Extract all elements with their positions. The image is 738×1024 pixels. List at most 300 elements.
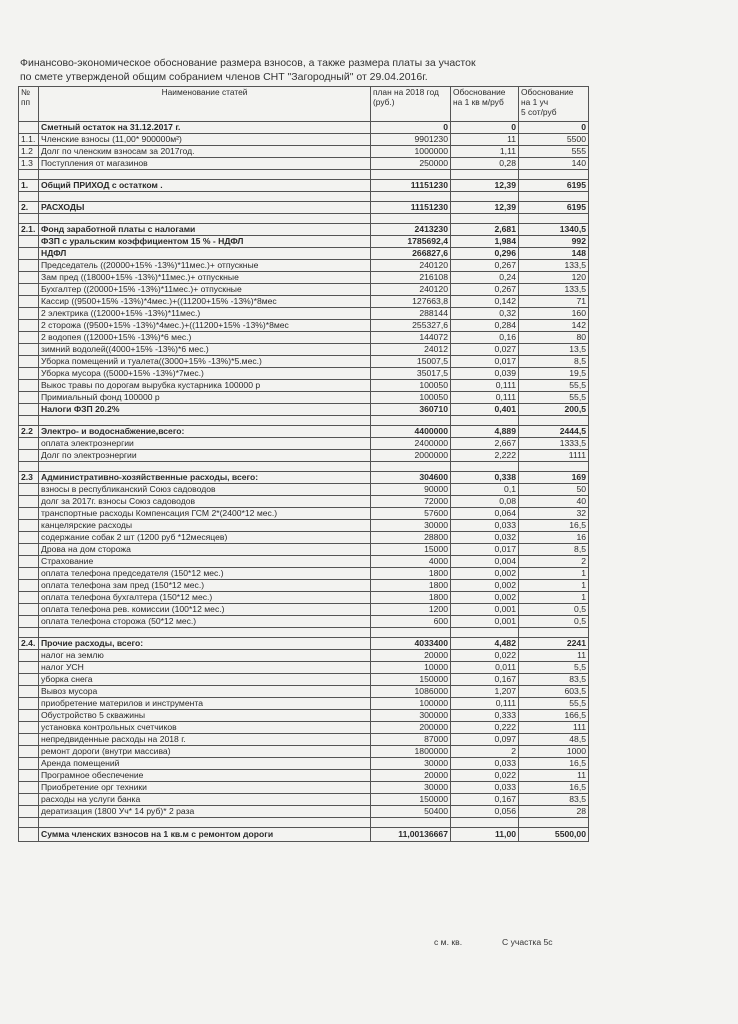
table-row — [19, 332, 589, 344]
cell-num — [19, 404, 39, 416]
cell-per-m2: 1,207 — [451, 686, 519, 698]
cell-name — [39, 628, 371, 638]
budget-table — [18, 86, 589, 842]
cell-per-m2: 0,033 — [451, 520, 519, 532]
table-row — [19, 734, 589, 746]
cell-num: 2.3 — [19, 472, 39, 484]
cell-per-m2: 0,296 — [451, 248, 519, 260]
cell-per-m2: 0,001 — [451, 604, 519, 616]
table-row — [19, 404, 589, 416]
cell-per-m2: 0,002 — [451, 580, 519, 592]
cell-name: Приобретение орг техники — [39, 782, 371, 794]
header-num-line: пп — [21, 97, 31, 107]
cell-name: содержание собак 2 шт (1200 руб *12месяцев) — [39, 532, 371, 544]
cell-per-plot: 0,5 — [519, 616, 589, 628]
cell-num — [19, 438, 39, 450]
cell-per-plot: 166,5 — [519, 710, 589, 722]
cell-per-plot: 2 — [519, 556, 589, 568]
cell-name: Аренда помещений — [39, 758, 371, 770]
cell-plan: 600 — [371, 616, 451, 628]
cell-name — [39, 462, 371, 472]
cell-per-m2: 0,401 — [451, 404, 519, 416]
cell-per-plot — [519, 416, 589, 426]
table-row — [19, 472, 589, 484]
table-row — [19, 170, 589, 180]
cell-plan: 2000000 — [371, 450, 451, 462]
cell-name: Вывоз мусора — [39, 686, 371, 698]
cell-plan: 50400 — [371, 806, 451, 818]
cell-plan: 150000 — [371, 674, 451, 686]
table-row — [19, 214, 589, 224]
table-row — [19, 380, 589, 392]
table-row — [19, 236, 589, 248]
footer-unit-per-m2: с м. кв. — [434, 937, 463, 947]
cell-per-m2: 0,022 — [451, 650, 519, 662]
cell-num — [19, 828, 39, 842]
cell-per-plot: 71 — [519, 296, 589, 308]
cell-plan: 9901230 — [371, 134, 451, 146]
cell-num — [19, 416, 39, 426]
cell-num — [19, 710, 39, 722]
cell-name — [39, 170, 371, 180]
cell-name: оплата телефона бухгалтера (150*12 мес.) — [39, 592, 371, 604]
cell-num — [19, 308, 39, 320]
table-row — [19, 284, 589, 296]
cell-per-plot — [519, 214, 589, 224]
cell-plan: 1800 — [371, 592, 451, 604]
cell-per-m2: 0,056 — [451, 806, 519, 818]
cell-per-plot: 2241 — [519, 638, 589, 650]
cell-name: дератизация (1800 Уч* 14 руб)* 2 раза — [39, 806, 371, 818]
cell-plan: 250000 — [371, 158, 451, 170]
cell-plan — [371, 416, 451, 426]
cell-name: Уборка мусора ((5000+15% -13%)*7мес.) — [39, 368, 371, 380]
table-row — [19, 818, 589, 828]
cell-plan: 2400000 — [371, 438, 451, 450]
cell-num — [19, 520, 39, 532]
cell-per-m2: 0,033 — [451, 758, 519, 770]
cell-name — [39, 214, 371, 224]
cell-plan: 87000 — [371, 734, 451, 746]
cell-name: Страхование — [39, 556, 371, 568]
cell-per-plot: 142 — [519, 320, 589, 332]
cell-plan: 20000 — [371, 770, 451, 782]
table-row — [19, 532, 589, 544]
cell-per-m2: 0,284 — [451, 320, 519, 332]
cell-num — [19, 770, 39, 782]
cell-plan — [371, 192, 451, 202]
header-name — [39, 87, 371, 122]
cell-plan: 11,00136667 — [371, 828, 451, 842]
cell-per-plot — [519, 170, 589, 180]
cell-per-plot: 16,5 — [519, 782, 589, 794]
table-row — [19, 758, 589, 770]
cell-per-plot: 2444,5 — [519, 426, 589, 438]
cell-per-m2: 0,267 — [451, 284, 519, 296]
table-row — [19, 556, 589, 568]
cell-num: 2.4. — [19, 638, 39, 650]
cell-num — [19, 580, 39, 592]
cell-num — [19, 496, 39, 508]
table-row — [19, 794, 589, 806]
cell-per-m2: 0,004 — [451, 556, 519, 568]
cell-name: Сметный остаток на 31.12.2017 г. — [39, 122, 371, 134]
cell-num — [19, 296, 39, 308]
cell-per-m2: 0,001 — [451, 616, 519, 628]
cell-num: 2. — [19, 202, 39, 214]
cell-plan: 150000 — [371, 794, 451, 806]
cell-per-m2: 0,32 — [451, 308, 519, 320]
cell-per-m2: 12,39 — [451, 180, 519, 192]
cell-per-m2: 0,338 — [451, 472, 519, 484]
cell-num — [19, 260, 39, 272]
cell-name: расходы на услуги банка — [39, 794, 371, 806]
cell-plan: 28800 — [371, 532, 451, 544]
cell-num — [19, 272, 39, 284]
table-row — [19, 122, 589, 134]
cell-num — [19, 806, 39, 818]
cell-per-m2: 0,1 — [451, 484, 519, 496]
cell-plan: 30000 — [371, 782, 451, 794]
header-per-m2 — [451, 87, 519, 122]
cell-plan: 1086000 — [371, 686, 451, 698]
table-row — [19, 722, 589, 734]
cell-per-m2: 0,333 — [451, 710, 519, 722]
table-row — [19, 628, 589, 638]
cell-per-plot: 80 — [519, 332, 589, 344]
cell-name: Общий ПРИХОД с остатком . — [39, 180, 371, 192]
cell-name: Долг по электроэнергии — [39, 450, 371, 462]
cell-plan: 266827,6 — [371, 248, 451, 260]
table-row — [19, 134, 589, 146]
cell-name: Поступления от магазинов — [39, 158, 371, 170]
cell-per-plot: 1 — [519, 580, 589, 592]
cell-name: налог УСН — [39, 662, 371, 674]
table-row — [19, 544, 589, 556]
cell-num — [19, 392, 39, 404]
cell-per-m2: 0,064 — [451, 508, 519, 520]
cell-num — [19, 628, 39, 638]
table-row — [19, 698, 589, 710]
cell-num — [19, 122, 39, 134]
cell-per-m2: 12,39 — [451, 202, 519, 214]
table-row — [19, 462, 589, 472]
table-row — [19, 806, 589, 818]
cell-plan: 240120 — [371, 260, 451, 272]
cell-per-plot: 133,5 — [519, 260, 589, 272]
cell-per-plot — [519, 818, 589, 828]
cell-plan — [371, 170, 451, 180]
table-row — [19, 828, 589, 842]
cell-per-plot: 603,5 — [519, 686, 589, 698]
cell-per-plot: 50 — [519, 484, 589, 496]
cell-per-plot: 6195 — [519, 180, 589, 192]
table-row — [19, 272, 589, 284]
table-row — [19, 224, 589, 236]
cell-per-m2: 1,984 — [451, 236, 519, 248]
cell-per-m2: 0 — [451, 122, 519, 134]
cell-per-plot: 55,5 — [519, 698, 589, 710]
cell-num — [19, 650, 39, 662]
cell-per-m2 — [451, 214, 519, 224]
cell-per-m2: 0,097 — [451, 734, 519, 746]
cell-num — [19, 368, 39, 380]
cell-per-plot: 32 — [519, 508, 589, 520]
cell-plan: 10000 — [371, 662, 451, 674]
cell-num — [19, 604, 39, 616]
cell-per-plot: 160 — [519, 308, 589, 320]
cell-name: непредвиденные расходы на 2018 г. — [39, 734, 371, 746]
cell-plan: 4000 — [371, 556, 451, 568]
cell-name: долг за 2017г. взносы Союз садоводов — [39, 496, 371, 508]
table-row — [19, 248, 589, 260]
cell-per-m2: 0,16 — [451, 332, 519, 344]
table-row — [19, 674, 589, 686]
cell-per-plot: 555 — [519, 146, 589, 158]
cell-per-plot — [519, 462, 589, 472]
cell-per-plot: 0 — [519, 122, 589, 134]
table-row — [19, 146, 589, 158]
cell-name: взносы в республиканский Союз садоводов — [39, 484, 371, 496]
cell-per-plot: 55,5 — [519, 392, 589, 404]
table-body — [19, 122, 589, 842]
cell-name: 2 электрика ((12000+15% -13%)*11мес.) — [39, 308, 371, 320]
cell-name: НДФЛ — [39, 248, 371, 260]
cell-num — [19, 356, 39, 368]
cell-per-plot: 200,5 — [519, 404, 589, 416]
cell-per-plot: 992 — [519, 236, 589, 248]
cell-plan — [371, 462, 451, 472]
table-row — [19, 496, 589, 508]
cell-num — [19, 818, 39, 828]
cell-per-plot: 40 — [519, 496, 589, 508]
cell-per-m2: 0,027 — [451, 344, 519, 356]
table-row — [19, 202, 589, 214]
table-row — [19, 296, 589, 308]
cell-num — [19, 556, 39, 568]
cell-per-plot: 11 — [519, 770, 589, 782]
cell-plan: 360710 — [371, 404, 451, 416]
cell-num: 1.1. — [19, 134, 39, 146]
cell-name: оплата телефона зам пред (150*12 мес.) — [39, 580, 371, 592]
table-row — [19, 260, 589, 272]
cell-plan: 288144 — [371, 308, 451, 320]
cell-per-plot: 5500,00 — [519, 828, 589, 842]
table-row — [19, 508, 589, 520]
table-row — [19, 746, 589, 758]
header-per-m2-line: на 1 кв м/руб — [453, 97, 504, 107]
cell-name: Зам пред ((18000+15% -13%)*11мес.)+ отпускные — [39, 272, 371, 284]
cell-name: Членские взносы (11,00* 900000м²) — [39, 134, 371, 146]
cell-per-plot: 1340,5 — [519, 224, 589, 236]
cell-per-plot: 111 — [519, 722, 589, 734]
header-per-plot — [519, 87, 589, 122]
cell-plan: 304600 — [371, 472, 451, 484]
cell-num — [19, 616, 39, 628]
cell-name: оплата телефона рев. комиссии (100*12 мес.) — [39, 604, 371, 616]
cell-per-m2: 0,28 — [451, 158, 519, 170]
cell-plan — [371, 628, 451, 638]
cell-name: Примиальный фонд 100000 р — [39, 392, 371, 404]
cell-name: оплата электроэнергии — [39, 438, 371, 450]
cell-plan: 35017,5 — [371, 368, 451, 380]
table-row — [19, 580, 589, 592]
cell-per-m2: 0,222 — [451, 722, 519, 734]
table-row — [19, 604, 589, 616]
cell-per-plot: 16 — [519, 532, 589, 544]
table-row — [19, 686, 589, 698]
cell-per-m2 — [451, 170, 519, 180]
cell-name: Долг по членским взносам за 2017год. — [39, 146, 371, 158]
cell-plan: 20000 — [371, 650, 451, 662]
table-row — [19, 180, 589, 192]
cell-per-plot — [519, 192, 589, 202]
cell-plan: 24012 — [371, 344, 451, 356]
cell-per-plot: 83,5 — [519, 794, 589, 806]
cell-per-m2: 0,002 — [451, 568, 519, 580]
table-row — [19, 662, 589, 674]
cell-name: Дрова на дом сторожа — [39, 544, 371, 556]
cell-num — [19, 758, 39, 770]
table-row — [19, 438, 589, 450]
cell-num — [19, 782, 39, 794]
cell-num — [19, 380, 39, 392]
cell-plan — [371, 818, 451, 828]
cell-per-m2: 0,24 — [451, 272, 519, 284]
cell-per-plot: 1 — [519, 592, 589, 604]
cell-per-plot: 0,5 — [519, 604, 589, 616]
cell-num — [19, 214, 39, 224]
cell-per-m2: 0,039 — [451, 368, 519, 380]
cell-num — [19, 592, 39, 604]
table-row — [19, 710, 589, 722]
cell-per-m2 — [451, 462, 519, 472]
cell-per-plot — [519, 628, 589, 638]
table-row — [19, 616, 589, 628]
cell-plan: 1200 — [371, 604, 451, 616]
table-row — [19, 650, 589, 662]
cell-name: канцелярские расходы — [39, 520, 371, 532]
cell-num — [19, 568, 39, 580]
cell-per-plot: 1000 — [519, 746, 589, 758]
cell-name: ФЗП с уральским коэффициентом 15 % - НДФЛ — [39, 236, 371, 248]
cell-per-m2 — [451, 628, 519, 638]
cell-plan: 127663,8 — [371, 296, 451, 308]
table-row — [19, 368, 589, 380]
cell-name: Кассир ((9500+15% -13%)*4мес.)+((11200+15% -13%)*8мес — [39, 296, 371, 308]
cell-per-m2: 0,111 — [451, 380, 519, 392]
cell-per-m2: 0,08 — [451, 496, 519, 508]
cell-per-m2: 0,111 — [451, 698, 519, 710]
cell-plan: 100050 — [371, 380, 451, 392]
footer-unit-per-plot: С участка 5с — [502, 937, 553, 947]
cell-plan: 11151230 — [371, 180, 451, 192]
table-row — [19, 770, 589, 782]
table-row — [19, 320, 589, 332]
cell-per-m2 — [451, 416, 519, 426]
cell-name — [39, 818, 371, 828]
cell-per-plot: 8,5 — [519, 356, 589, 368]
cell-name — [39, 192, 371, 202]
header-name-line: Наименование статей — [161, 87, 248, 97]
cell-plan: 15000 — [371, 544, 451, 556]
cell-num — [19, 344, 39, 356]
cell-plan — [371, 214, 451, 224]
cell-per-m2: 2 — [451, 746, 519, 758]
cell-per-plot: 140 — [519, 158, 589, 170]
cell-per-m2: 0,022 — [451, 770, 519, 782]
cell-name: Налоги ФЗП 20.2% — [39, 404, 371, 416]
table-row — [19, 568, 589, 580]
cell-plan: 200000 — [371, 722, 451, 734]
cell-per-plot: 133,5 — [519, 284, 589, 296]
cell-num: 2.1. — [19, 224, 39, 236]
cell-num — [19, 170, 39, 180]
cell-per-plot: 83,5 — [519, 674, 589, 686]
table-row — [19, 592, 589, 604]
cell-per-m2: 0,017 — [451, 544, 519, 556]
cell-plan: 144072 — [371, 332, 451, 344]
cell-name: Обустройство 5 скважины — [39, 710, 371, 722]
table-row — [19, 450, 589, 462]
cell-plan: 30000 — [371, 520, 451, 532]
cell-name: ремонт дороги (внутри массива) — [39, 746, 371, 758]
cell-name: оплата телефона председателя (150*12 мес.) — [39, 568, 371, 580]
cell-plan: 255327,6 — [371, 320, 451, 332]
cell-per-plot: 1111 — [519, 450, 589, 462]
header-plan-line: (руб.) — [373, 97, 395, 107]
cell-plan: 100000 — [371, 698, 451, 710]
cell-num — [19, 236, 39, 248]
table-row — [19, 520, 589, 532]
table-row — [19, 158, 589, 170]
cell-name: установка контрольных счетчиков — [39, 722, 371, 734]
cell-per-m2: 2,667 — [451, 438, 519, 450]
cell-name: Сумма членских взносов на 1 кв.м с ремонтом дороги — [39, 828, 371, 842]
cell-name: уборка снега — [39, 674, 371, 686]
cell-name: приобретение материлов и инструмента — [39, 698, 371, 710]
cell-name: Фонд заработной платы с налогами — [39, 224, 371, 236]
cell-per-plot: 16,5 — [519, 758, 589, 770]
cell-per-m2: 0,017 — [451, 356, 519, 368]
table-row — [19, 392, 589, 404]
cell-num — [19, 462, 39, 472]
cell-plan: 216108 — [371, 272, 451, 284]
cell-per-m2: 1,11 — [451, 146, 519, 158]
header-num — [19, 87, 39, 122]
cell-num — [19, 508, 39, 520]
cell-plan: 1800 — [371, 580, 451, 592]
cell-per-plot: 55,5 — [519, 380, 589, 392]
cell-name: Уборка помещений и туалета((3000+15% -13%)*5.мес.) — [39, 356, 371, 368]
cell-per-m2 — [451, 192, 519, 202]
cell-plan: 1800000 — [371, 746, 451, 758]
cell-num — [19, 674, 39, 686]
header-plan — [371, 87, 451, 122]
cell-name: Административно-хозяйственные расходы, всего: — [39, 472, 371, 484]
cell-name: 2 водопея ((12000+15% -13%)*6 мес.) — [39, 332, 371, 344]
table-header-row — [19, 87, 589, 122]
cell-num — [19, 544, 39, 556]
cell-name: Электро- и водоснабжение,всего: — [39, 426, 371, 438]
cell-num — [19, 332, 39, 344]
title-line-2: по смете утвержденой общим собранием членов СНТ "Загородный" от 29.04.2016г. — [20, 71, 428, 83]
cell-num — [19, 532, 39, 544]
cell-per-plot: 6195 — [519, 202, 589, 214]
cell-plan: 4033400 — [371, 638, 451, 650]
cell-per-m2: 11 — [451, 134, 519, 146]
cell-plan: 1785692,4 — [371, 236, 451, 248]
